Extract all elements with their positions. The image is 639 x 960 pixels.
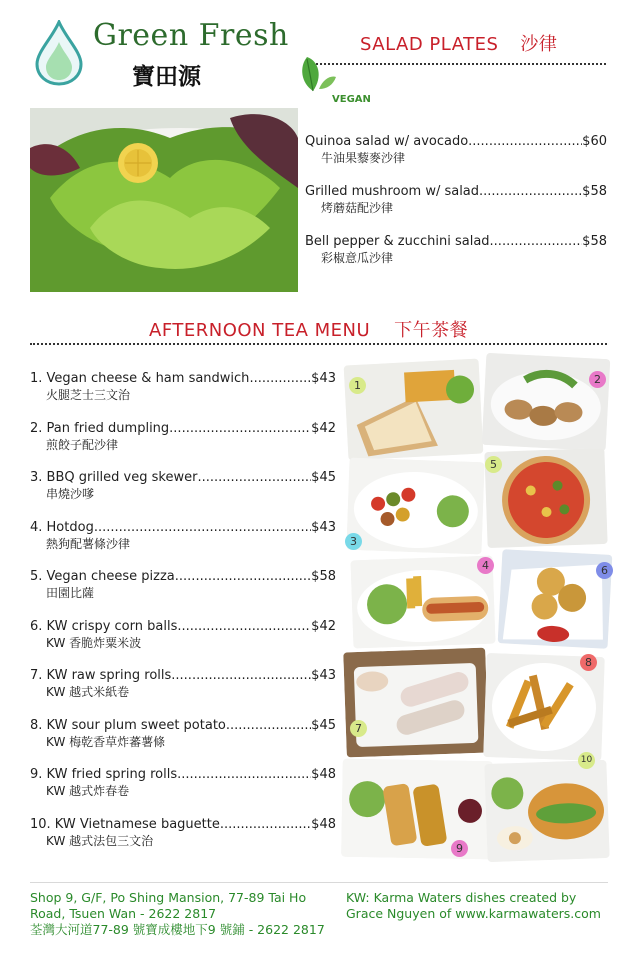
leaf-icon (297, 53, 337, 93)
photo-badge: 3 (345, 533, 362, 550)
list-item: 7. KW raw spring rolls ..... $43 KW 越式米紙卷 (30, 667, 336, 717)
food-photo-baguette (484, 760, 609, 862)
photo-badge: 4 (477, 557, 494, 574)
food-photo-raw-spring-rolls (343, 648, 489, 758)
divider (30, 343, 607, 345)
list-item: Grilled mushroom w/ salad ..... $58 烤蘑菇配沙律 (305, 183, 607, 217)
list-item: 8. KW sour plum sweet potato ..... $45 KW 梅乾香草炸蕃薯條 (30, 717, 336, 767)
brand-name-chinese: 寶田源 (132, 64, 201, 90)
salad-section-title: SALAD PLATES 沙律 (360, 34, 558, 55)
divider (304, 63, 606, 65)
food-photo-pizza (484, 448, 607, 548)
salad-list (305, 133, 607, 267)
list-item: Quinoa salad w/ avocado ..... $60 牛油果藜麥沙律 (305, 133, 607, 167)
brand-name: Green Fresh (93, 18, 289, 53)
list-item: 1. Vegan cheese & ham sandwich ..... $43 火腿芝士三文治 (30, 370, 336, 420)
photo-badge: 7 (350, 720, 367, 737)
list-item: 10. KW Vietnamese baguette ..... $48 KW 越式法包三文治 (30, 816, 336, 866)
salad-photo (30, 108, 298, 292)
photo-badge: 5 (485, 456, 502, 473)
photo-badge: 2 (589, 371, 606, 388)
footer-divider (30, 882, 608, 883)
food-photo-dumplings (482, 353, 611, 451)
vegan-label: VEGAN (332, 94, 371, 105)
photo-badge: 6 (596, 562, 613, 579)
list-item: 6. KW crispy corn balls ..... $42 KW 香脆炸粟米波 (30, 618, 336, 668)
footer-address: Shop 9, G/F, Po Shing Mansion, 77-89 Tai Ho Road, Tsuen Wan - 2622 2817 荃灣大河道77-89 號寶成樓地下9 號鋪 - 2622 2817 (30, 890, 325, 937)
food-photo-sandwich (344, 359, 484, 461)
photo-badge: 8 (580, 654, 597, 671)
list-item: Bell pepper & zucchini salad ..... $58 彩椒意瓜沙律 (305, 233, 607, 267)
food-photo-corn-balls (498, 549, 613, 649)
list-item: 9. KW fried spring rolls ..... $48 KW 越式炸春卷 (30, 766, 336, 816)
list-item: 4. Hotdog ..... $43 熱狗配薯條沙律 (30, 519, 336, 569)
list-item: 5. Vegan cheese pizza ..... $58 田園比薩 (30, 568, 336, 618)
food-photo-fried-spring-rolls (341, 759, 493, 860)
food-photo-hotdog (351, 556, 496, 649)
afternoon-tea-title: AFTERNOON TEA MENU 下午茶餐 (149, 320, 469, 341)
photo-badge: 1 (349, 377, 366, 394)
afternoon-tea-list (30, 370, 336, 865)
food-photo-skewers (346, 458, 484, 555)
photo-badge: 10 (578, 752, 595, 769)
list-item: 3. BBQ grilled veg skewer ..... $45 串燒沙嗲 (30, 469, 336, 519)
photo-badge: 9 (451, 840, 468, 857)
list-item: 2. Pan fried dumpling ..... $42 煎餃子配沙律 (30, 420, 336, 470)
footer-karma-waters-note: KW: Karma Waters dishes created by Grace Nguyen of www.karmawaters.com (346, 890, 601, 921)
water-drop-logo-icon (34, 20, 84, 86)
